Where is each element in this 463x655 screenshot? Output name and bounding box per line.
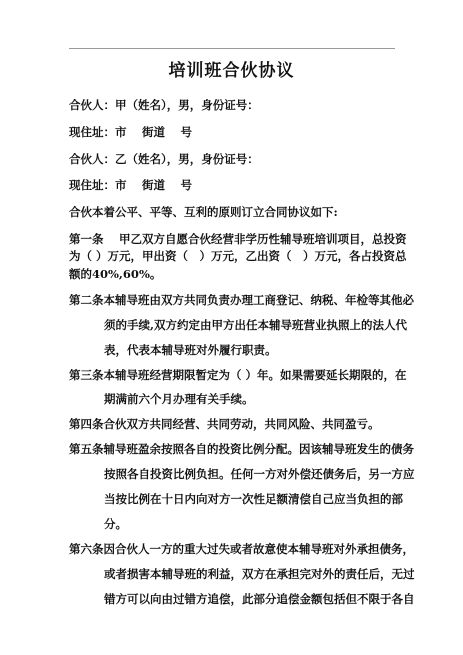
article-5-line-1: 第五条辅导班盈余按照各自的投资比例分配。因该辅导班发生的债务	[69, 442, 414, 456]
agreement-intro-line: 合伙本着公平、平等、互利的原则订立合同协议如下:	[69, 205, 338, 219]
article-1-line-1: 第一条 甲乙双方自愿合伙经营非学历性辅导班培训项目，总投资	[69, 232, 407, 246]
document-title: 培训班合伙协议	[168, 61, 295, 81]
partner-b-address-line: 现住址：市 街道 号	[69, 178, 193, 192]
article-3-line-1: 第三条本辅导班经营期限暂定为（ ）年。如果需要延长期限的，在	[69, 368, 407, 382]
article-2-line-2: 须的手续,双方约定由甲方出任本辅导班营业执照上的法人代	[104, 318, 408, 332]
partner-a-address-line: 现住址：市 街道 号	[69, 125, 193, 139]
partner-a-id-line: 合伙人：甲（姓名），男，身份证号：	[69, 98, 259, 112]
article-2-line-3: 表，代表本辅导班对外履行职责。	[104, 343, 277, 357]
article-1-line-2: 为（ ）万元，甲出资（ ）万元，乙出资（ ）万元，各占投资总	[69, 249, 407, 263]
article-6-line-1: 第六条因合伙人一方的重大过失或者故意使本辅导班对外承担债务，	[69, 542, 414, 556]
article-6-line-3: 错方可以向由过错方追偿，此部分追偿金额包括但不限于各自	[104, 592, 415, 606]
article-5-line-3: 当按比例在十日内向对方一次性足额清偿自己应当负担的部	[104, 492, 403, 506]
article-5-line-4: 分。	[104, 517, 127, 531]
article-2-line-1: 第二条本辅导班由双方共同负责办理工商登记、纳税、年检等其他必	[69, 293, 414, 307]
article-3-line-2: 期满前六个月办理有关手续。	[104, 392, 254, 406]
header-rule	[69, 48, 395, 49]
article-1-line-3: 额的40%,60%。	[69, 267, 162, 281]
article-4-line-1: 第四条合伙双方共同经营、共同劳动，共同风险、共同盈亏。	[69, 417, 380, 431]
partner-b-id-line: 合伙人：乙（姓名），男，身份证号：	[69, 152, 259, 166]
article-6-line-2: 或者损害本辅导班的利益，双方在承担完对外的责任后，无过	[104, 567, 415, 581]
article-5-line-2: 按照各自投资比例负担。任何一方对外偿还债务后，另一方应	[104, 467, 415, 481]
